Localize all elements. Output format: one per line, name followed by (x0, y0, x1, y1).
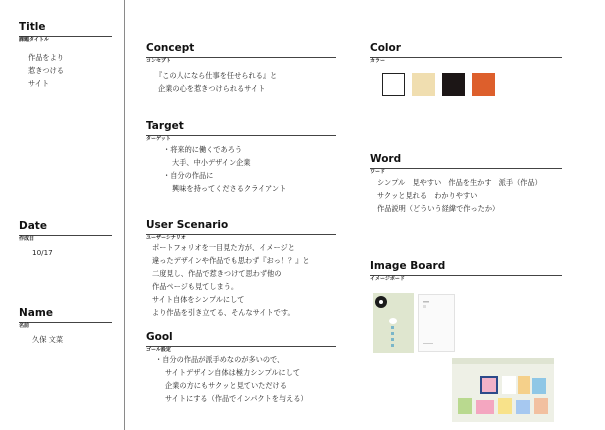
target-line: 興味を持ってくださるクライアント (172, 184, 287, 193)
concept-section (146, 42, 336, 95)
word-section (370, 153, 562, 215)
color-heading: Color (370, 42, 401, 54)
title-line: 惹きつける (28, 66, 64, 75)
title-section (19, 21, 113, 90)
goal-sub: ゴール設定 (146, 347, 171, 353)
goal-line: サイトデザイン自体は極力シンプルにして (165, 368, 301, 377)
image-board-thumb-1 (373, 293, 414, 353)
goal-line: サイトにする（作品でインパクトを与える） (165, 394, 308, 403)
word-line: シンプル 見やすい 作品を生かす 派手（作品） (377, 178, 542, 187)
user-scenario-heading: User Scenario (146, 219, 229, 231)
word-heading: Word (370, 153, 402, 165)
color-swatch-cream (412, 73, 435, 96)
color-swatch-white (382, 73, 405, 96)
goal-heading: Gool (146, 331, 173, 343)
word-line: 作品説明（どういう経緯で作ったか） (377, 204, 500, 213)
word-sub: ワード (370, 169, 386, 175)
title-line: サイト (28, 79, 50, 88)
user-scenario-line: 二度見し、作品で惹きつけて思わず他の (152, 269, 282, 278)
concept-sub: コンセプト (146, 58, 172, 64)
image-board-thumb-2 (418, 294, 455, 352)
user-scenario-line: 違ったデザインや作品でも思わず『おっ！？』と (152, 256, 310, 265)
image-board-thumb-3 (452, 358, 554, 422)
column-divider (124, 0, 125, 430)
concept-line: 企業の心を惹きつけられるサイト (158, 84, 266, 93)
title-line: 作品をより (28, 53, 64, 62)
date-section (19, 220, 113, 259)
target-section (146, 120, 336, 195)
image-board-sub: イメージボード (370, 276, 405, 282)
concept-heading: Concept (146, 42, 195, 54)
color-swatch-orange (472, 73, 495, 96)
concept-line: 『この人になら仕事を任せられる』と (155, 71, 278, 80)
user-scenario-line: より作品を引き立てる、そんなサイトです。 (152, 308, 295, 317)
date-heading: Date (19, 220, 47, 232)
title-heading: Title (19, 21, 46, 33)
name-section (19, 307, 113, 346)
name-heading: Name (19, 307, 53, 319)
goal-line: ・自分の作品が派手めなのが多いので、 (155, 355, 285, 364)
user-scenario-line: サイト自体をシンプルにして (152, 295, 245, 304)
date-sub: 作成日 (19, 236, 35, 242)
color-swatch-black (442, 73, 465, 96)
word-line: サクッと見れる わかりやすい (377, 191, 478, 200)
target-line: ・将来的に働くであろう (163, 145, 243, 154)
goal-section (146, 331, 336, 405)
target-heading: Target (146, 120, 184, 132)
title-sub: 課題タイトル (19, 37, 49, 43)
target-sub: ターゲット (146, 136, 171, 142)
user-scenario-sub: ユーザーシナリオ (146, 235, 186, 241)
image-board-heading: Image Board (370, 260, 446, 272)
user-scenario-line: 作品ページも見てしまう。 (152, 282, 239, 291)
image-board-section (370, 260, 562, 283)
user-scenario-line: ポートフォリオを一目見た方が、イメージと (152, 243, 295, 252)
target-line: ・自分の作品に (163, 171, 214, 180)
target-line: 大手、中小デザイン企業 (172, 158, 251, 167)
user-scenario-section (146, 219, 336, 319)
name-sub: 名前 (19, 323, 30, 329)
color-section (370, 42, 562, 65)
goal-line: 企業の方にもサクッと見ていただける (165, 381, 287, 390)
name-value: 久保 文菜 (32, 335, 64, 344)
date-value: 10/17 (32, 248, 53, 257)
color-sub: カラー (370, 58, 386, 64)
